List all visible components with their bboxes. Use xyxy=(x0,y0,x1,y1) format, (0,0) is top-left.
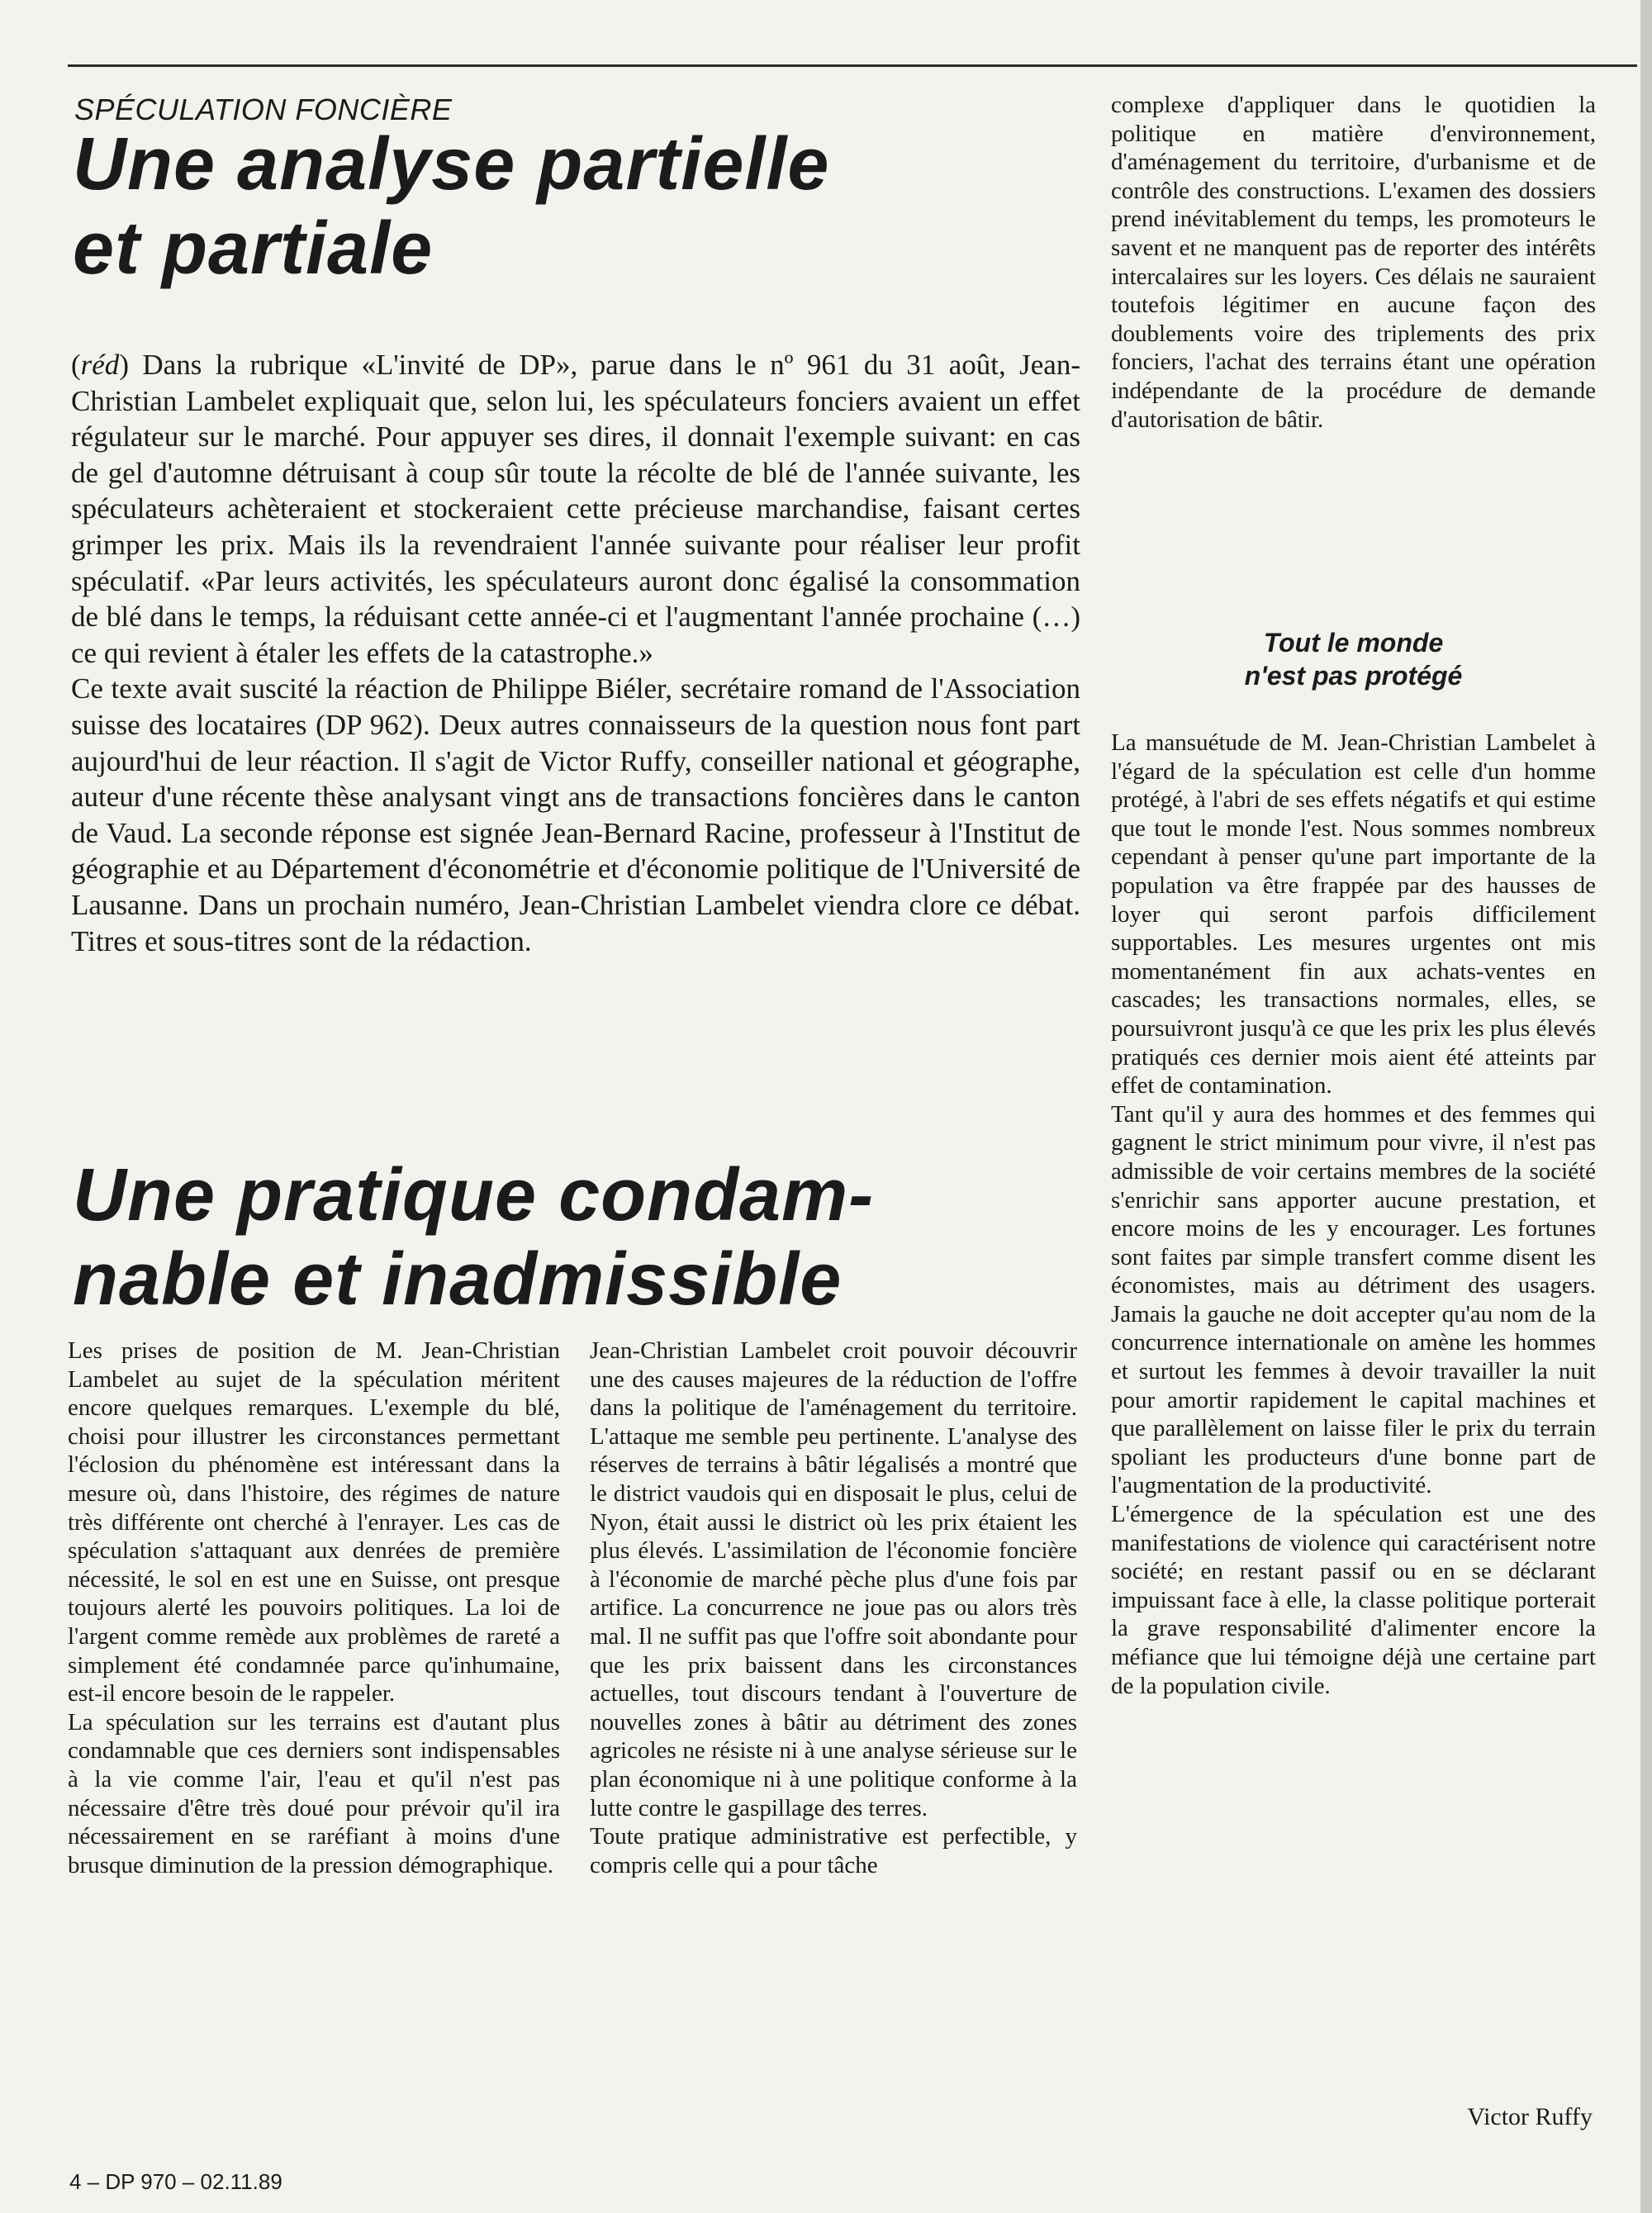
subhead-line1: Tout le monde xyxy=(1263,628,1444,658)
top-rule xyxy=(68,64,1637,67)
page-footer: 4 – DP 970 – 02.11.89 xyxy=(69,2169,282,2194)
column-3-paragraph-4: L'émergence de la spéculation est une des manifestations de violence qui caractérisent notre société; en restant passif ou en se déclarant impuissant face à elle, la classe politique porterait la grave responsabilité d'alimenter encore la méfiance que lui témoigne déjà une certaine part de la population civile. xyxy=(1111,1501,1596,1699)
column-3-paragraph-1: complexe d'appliquer dans le quotidien la politique en matière d'environnement, d'aménagement du territoire, d'urbanisme et de contrôle des constructions. L'examen des dossiers prend inévitablement du temps, les promoteurs le savent et ne manquent pas de reporter des intérêts intercalaires sur les loyers. Ces délais ne sauraient toutefois légitimer en aucune façon des doublements voire des triplements des prix fonciers, l'achat des terrains étant une opération indépendante de la procédure de demande d'autorisation de bâtir. xyxy=(1111,92,1596,433)
headline-secondary-line2: nable et inadmissible xyxy=(73,1238,843,1321)
column-1-paragraph-2: La spéculation sur les terrains est d'autant plus condamnable que ces derniers sont indispensables à la vie comme l'air, l'eau et qu'il n'est pas nécessaire d'être très doué pour prévoir qu'il ira nécessairement en se raréfiant à moins d'une brusque diminution de la pression démographique. xyxy=(68,1708,560,1878)
editorial-intro xyxy=(71,347,1080,959)
author-signature: Victor Ruffy xyxy=(1467,2103,1593,2130)
column-3-subhead xyxy=(1111,626,1596,692)
headline-secondary-line1: Une pratique condam- xyxy=(73,1154,875,1237)
column-3-paragraph-3: Tant qu'il y aura des hommes et des femmes qui gagnent le strict minimum pour vivre, il n'est pas admissible de voir certains membres de la société s'enrichir sans apporter aucune prestation, et encore moins de les y encourager. Les fortunes sont faites par simple transfert comme disent les économistes, mais au détriment des usagers. Jamais la gauche ne doit accepter qu'au nom de la concurrence internationale on amène les hommes et surtout les femmes à devoir travailler la nuit pour amortir rapidement le capital machines et que parallèlement on laisse filer le prix du terrain spoliant les producteurs d'une bonne part de l'augmentation de la productivité. xyxy=(1111,1100,1596,1499)
column-2-paragraph-2: Toute pratique administrative est perfectible, y compris celle qui a pour tâche xyxy=(590,1823,1077,1878)
headline-primary xyxy=(73,122,829,291)
column-2-paragraph-1: Jean-Christian Lambelet croit pouvoir découvrir une des causes majeures de la réduction de l'offre dans la politique de l'aménagement du territoire. L'attaque me semble peu pertinente. L'analyse des réserves de terrains à bâtir légalisés a montré que le district vaudois qui en disposait le plus, celui de Nyon, était aussi le district où les prix étaient les plus élevés. L'assimilation de l'économie foncière à l'économie de marché pèche plus d'une fois par artifice. La concurrence ne joue pas ou alors très mal. Il ne suffit pas que l'offre soit abondante pour que les prix baissent dans les circonstances actuelles, tout discours tendant à l'ouverture de nouvelles zones à bâtir au détriment des zones agricoles ne résiste ni à une analyse sérieuse sur le plan économique ni à une politique conforme à la lutte contre le gaspillage des terres. xyxy=(590,1337,1077,1821)
column-1-paragraph-1: Les prises de position de M. Jean-Christian Lambelet au sujet de la spéculation méritent encore quelques remarques. L'exemple du blé, choisi pour illustrer les circonstances permettant l'éclosion du phénomène est intéressant dans la mesure où, dans l'histoire, des régimes de nature très différente ont cherché à l'enrayer. Les cas de spéculation s'attaquant aux denrées de première nécessité, le sol en est une en Suisse, ont presque toujours alerté les pouvoirs politiques. La loi de l'argent comme remède aux problèmes de rareté a simplement été condamnée parce qu'inhumaine, est-il encore besoin de le rappeler. xyxy=(68,1337,560,1707)
headline-secondary xyxy=(73,1153,874,1322)
headline-primary-line1: Une analyse partielle xyxy=(73,123,830,206)
section-kicker: SPÉCULATION FONCIÈRE xyxy=(74,93,453,126)
column-3-paragraph-2: La mansuétude de M. Jean-Christian Lambelet à l'égard de la spéculation est celle d'un homme protégé, à l'abri de ses effets négatifs et qui estime que tout le monde l'est. Nous sommes nombreux cependant à penser qu'une part importante de la population va être frappée par des hausses de loyer qui seront parfois difficilement supportables. Les mesures urgentes ont mis momentanément fin aux achats-ventes en cascades; les transactions normales, elles, se poursuivront jusqu'à ce que les prix les plus élevés pratiqués ces dernier mois aient été atteints par effet de contamination. xyxy=(1111,729,1596,1099)
headline-primary-line2: et partiale xyxy=(73,207,434,290)
article-column-2 xyxy=(590,1337,1077,1879)
intro-text-1: ) Dans la rubrique «L'invité de DP», parue dans le nº 961 du 31 août, Jean-Christian Lambelet expliquait que, selon lui, les spéculateurs fonciers avaient un effet régulateur sur le marché. Pour appuyer ses dires, il donnait l'exemple suivant: en cas de gel d'automne détruisant à coup sûr toute la récolte de blé de l'année suivante, les spéculateurs achèteraient et stockeraient cette précieuse marchandise, faisant certes grimper les prix. Mais ils la revendraient l'année suivante pour réaliser leur profit spéculatif. «Par leurs activités, les spéculateurs auront donc égalisé la consommation de blé dans le temps, la réduisant cette année-ci et l'augmentant l'année prochaine (…) ce qui revient à étaler les effets de la catastrophe.» xyxy=(71,349,1080,669)
subhead-line2: n'est pas protégé xyxy=(1244,661,1463,691)
page-edge xyxy=(1640,0,1652,2213)
intro-paragraph-1: (réd) Dans la rubrique «L'invité de DP», parue dans le nº 961 du 31 août, Jean-Christian Lambelet expliquait que, selon lui, les spéculateurs fonciers avaient un effet régulateur sur le marché. Pour appuyer ses dires, il donnait l'exemple suivant: en cas de gel d'automne détruisant à coup sûr toute la récolte de blé de l'année suivante, les spéculateurs achèteraient et stockeraient cette précieuse marchandise, faisant certes grimper les prix. Mais ils la revendraient l'année suivante pour réaliser leur profit spéculatif. «Par leurs activités, les spéculateurs auront donc égalisé la consommation de blé dans le temps, la réduisant cette année-ci et l'augmentant l'année prochaine (…) ce qui revient à étaler les effets de la catastrophe.» xyxy=(71,349,1080,669)
intro-paragraph-2: Ce texte avait suscité la réaction de Philippe Biéler, secrétaire romand de l'Association suisse des locataires (DP 962). Deux autres connaisseurs de la question nous font part aujourd'hui de leur réaction. Il s'agit de Victor Ruffy, conseiller national et géographe, auteur d'une récente thèse analysant vingt ans de transactions foncières dans le canton de Vaud. La seconde réponse est signée Jean-Bernard Racine, professeur à l'Institut de géographie et au Département d'économétrie et d'économie politique de l'Université de Lausanne. Dans un prochain numéro, Jean-Christian Lambelet viendra clore ce débat. Titres et sous-titres sont de la rédaction. xyxy=(71,672,1080,957)
intro-tag: réd xyxy=(80,349,120,381)
article-column-3-top xyxy=(1111,91,1596,434)
article-column-1 xyxy=(68,1337,560,1879)
article-column-3-bottom xyxy=(1111,729,1596,1700)
